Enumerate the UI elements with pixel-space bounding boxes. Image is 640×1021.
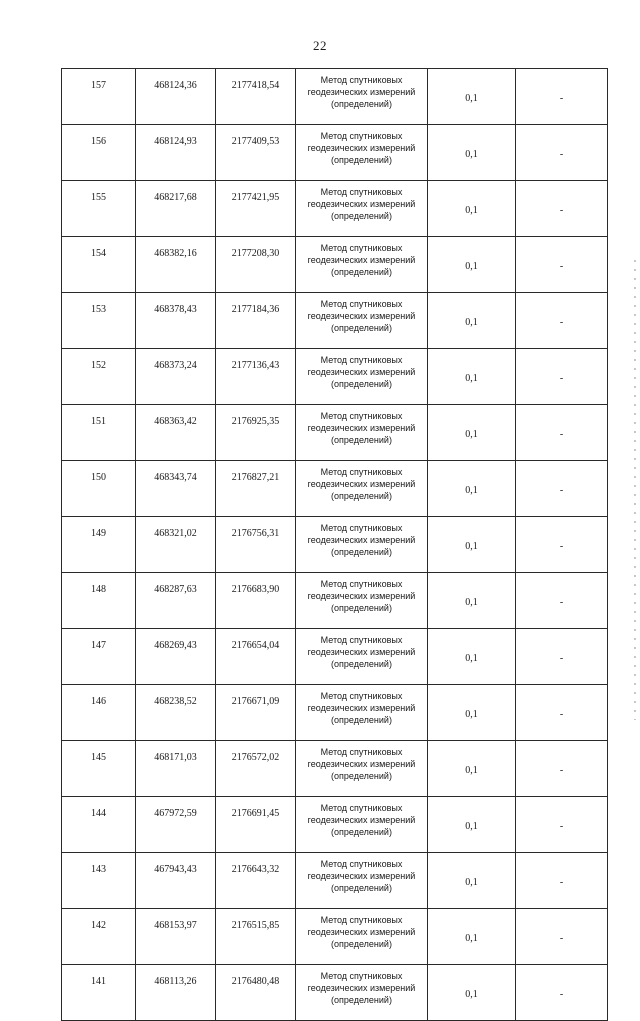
coordinate-y-cell: 2176480,48 [216, 965, 296, 1021]
table-row [62, 629, 608, 685]
method-line: (определений) [331, 491, 392, 501]
method-line: (определений) [331, 659, 392, 669]
method-cell [296, 685, 428, 741]
table-row [62, 349, 608, 405]
method-line: (определений) [331, 435, 392, 445]
coordinate-y-cell: 2177184,36 [216, 293, 296, 349]
method-line: геодезических измерений [307, 87, 416, 97]
method-line: Метод спутниковых [320, 187, 403, 197]
method-line: (определений) [331, 155, 392, 165]
accuracy-cell: 0,1 [428, 405, 516, 461]
accuracy-cell: 0,1 [428, 741, 516, 797]
coordinate-x-cell: 468378,43 [136, 293, 216, 349]
method-line: геодезических измерений [307, 703, 416, 713]
method-cell [296, 853, 428, 909]
point-number-cell: 142 [62, 909, 136, 965]
method-cell [296, 293, 428, 349]
coordinate-x-cell: 468124,93 [136, 125, 216, 181]
description-cell: - [516, 853, 608, 909]
point-number-cell: 145 [62, 741, 136, 797]
method-line: Метод спутниковых [320, 355, 403, 365]
coordinate-x-cell: 468373,24 [136, 349, 216, 405]
method-cell [296, 461, 428, 517]
coordinates-table [61, 68, 608, 1021]
point-number-cell: 146 [62, 685, 136, 741]
method-line: геодезических измерений [307, 199, 416, 209]
accuracy-cell: 0,1 [428, 685, 516, 741]
table-row [62, 797, 608, 853]
method-line: (определений) [331, 267, 392, 277]
coordinate-x-cell: 468238,52 [136, 685, 216, 741]
method-line: (определений) [331, 939, 392, 949]
method-line: Метод спутниковых [320, 747, 403, 757]
coordinate-y-cell: 2176643,32 [216, 853, 296, 909]
table-row [62, 853, 608, 909]
accuracy-cell: 0,1 [428, 237, 516, 293]
description-cell: - [516, 965, 608, 1021]
method-line: (определений) [331, 883, 392, 893]
method-cell [296, 965, 428, 1021]
method-line: Метод спутниковых [320, 131, 403, 141]
point-number-cell: 149 [62, 517, 136, 573]
coordinate-x-cell: 468382,16 [136, 237, 216, 293]
coordinate-x-cell: 468171,03 [136, 741, 216, 797]
method-line: геодезических измерений [307, 815, 416, 825]
page-number: 22 [313, 38, 327, 53]
coordinate-x-cell: 468363,42 [136, 405, 216, 461]
description-cell: - [516, 909, 608, 965]
accuracy-cell: 0,1 [428, 461, 516, 517]
method-line: геодезических измерений [307, 143, 416, 153]
method-line: (определений) [331, 211, 392, 221]
method-cell [296, 629, 428, 685]
method-line: геодезических измерений [307, 591, 416, 601]
point-number-cell: 148 [62, 573, 136, 629]
method-line: геодезических измерений [307, 479, 416, 489]
coordinate-y-cell: 2177421,95 [216, 181, 296, 237]
coordinate-x-cell: 468321,02 [136, 517, 216, 573]
coordinate-x-cell: 468269,43 [136, 629, 216, 685]
coordinate-x-cell: 468124,36 [136, 69, 216, 125]
method-line: геодезических измерений [307, 927, 416, 937]
method-line: геодезических измерений [307, 367, 416, 377]
description-cell: - [516, 629, 608, 685]
accuracy-cell: 0,1 [428, 517, 516, 573]
accuracy-cell: 0,1 [428, 965, 516, 1021]
table-row [62, 461, 608, 517]
method-cell [296, 237, 428, 293]
method-line: (определений) [331, 547, 392, 557]
method-cell [296, 349, 428, 405]
table-row [62, 405, 608, 461]
description-cell: - [516, 685, 608, 741]
table-row [62, 909, 608, 965]
coordinate-y-cell: 2176515,85 [216, 909, 296, 965]
coordinate-y-cell: 2176827,21 [216, 461, 296, 517]
method-line: Метод спутниковых [320, 971, 403, 981]
table-row [62, 741, 608, 797]
method-line: геодезических измерений [307, 255, 416, 265]
coordinate-y-cell: 2176925,35 [216, 405, 296, 461]
table-row [62, 181, 608, 237]
point-number-cell: 152 [62, 349, 136, 405]
description-cell: - [516, 293, 608, 349]
coordinate-x-cell: 468287,63 [136, 573, 216, 629]
coordinates-table-body [62, 69, 608, 1021]
accuracy-cell: 0,1 [428, 293, 516, 349]
method-cell [296, 573, 428, 629]
coordinate-y-cell: 2176683,90 [216, 573, 296, 629]
coordinate-y-cell: 2176671,09 [216, 685, 296, 741]
method-line: (определений) [331, 715, 392, 725]
accuracy-cell: 0,1 [428, 853, 516, 909]
method-line: геодезических измерений [307, 311, 416, 321]
point-number-cell: 157 [62, 69, 136, 125]
coordinate-y-cell: 2176691,45 [216, 797, 296, 853]
description-cell: - [516, 573, 608, 629]
description-cell: - [516, 461, 608, 517]
table-row [62, 125, 608, 181]
method-line: геодезических измерений [307, 983, 416, 993]
method-line: Метод спутниковых [320, 635, 403, 645]
method-line: Метод спутниковых [320, 691, 403, 701]
accuracy-cell: 0,1 [428, 797, 516, 853]
method-line: Метод спутниковых [320, 411, 403, 421]
description-cell: - [516, 181, 608, 237]
method-line: (определений) [331, 827, 392, 837]
method-line: геодезических измерений [307, 423, 416, 433]
method-line: Метод спутниковых [320, 467, 403, 477]
method-line: Метод спутниковых [320, 579, 403, 589]
table-row [62, 965, 608, 1021]
method-line: (определений) [331, 771, 392, 781]
method-cell [296, 69, 428, 125]
method-cell [296, 741, 428, 797]
method-line: геодезических измерений [307, 759, 416, 769]
method-cell [296, 909, 428, 965]
table-row [62, 685, 608, 741]
method-line: Метод спутниковых [320, 915, 403, 925]
coordinate-x-cell: 467943,43 [136, 853, 216, 909]
method-cell [296, 405, 428, 461]
description-cell: - [516, 349, 608, 405]
description-cell: - [516, 237, 608, 293]
method-line: геодезических измерений [307, 647, 416, 657]
point-number-cell: 154 [62, 237, 136, 293]
accuracy-cell: 0,1 [428, 69, 516, 125]
accuracy-cell: 0,1 [428, 181, 516, 237]
coordinate-y-cell: 2177136,43 [216, 349, 296, 405]
method-line: (определений) [331, 323, 392, 333]
method-line: (определений) [331, 379, 392, 389]
coordinate-x-cell: 468153,97 [136, 909, 216, 965]
method-line: Метод спутниковых [320, 299, 403, 309]
table-row [62, 293, 608, 349]
table-row [62, 237, 608, 293]
table-row [62, 517, 608, 573]
coordinate-x-cell: 468343,74 [136, 461, 216, 517]
description-cell: - [516, 405, 608, 461]
method-line: (определений) [331, 995, 392, 1005]
coordinate-y-cell: 2176756,31 [216, 517, 296, 573]
point-number-cell: 150 [62, 461, 136, 517]
point-number-cell: 144 [62, 797, 136, 853]
method-cell [296, 797, 428, 853]
accuracy-cell: 0,1 [428, 125, 516, 181]
coordinate-x-cell: 468113,26 [136, 965, 216, 1021]
method-line: Метод спутниковых [320, 859, 403, 869]
method-line: Метод спутниковых [320, 803, 403, 813]
coordinate-y-cell: 2177208,30 [216, 237, 296, 293]
description-cell: - [516, 69, 608, 125]
method-line: геодезических измерений [307, 871, 416, 881]
method-cell [296, 125, 428, 181]
point-number-cell: 151 [62, 405, 136, 461]
description-cell: - [516, 125, 608, 181]
method-line: Метод спутниковых [320, 75, 403, 85]
coordinate-y-cell: 2176654,04 [216, 629, 296, 685]
accuracy-cell: 0,1 [428, 573, 516, 629]
accuracy-cell: 0,1 [428, 629, 516, 685]
accuracy-cell: 0,1 [428, 909, 516, 965]
point-number-cell: 155 [62, 181, 136, 237]
description-cell: - [516, 517, 608, 573]
table-row [62, 69, 608, 125]
method-line: (определений) [331, 99, 392, 109]
point-number-cell: 147 [62, 629, 136, 685]
method-line: Метод спутниковых [320, 523, 403, 533]
method-cell [296, 181, 428, 237]
scan-edge-marks [634, 260, 636, 720]
table-row [62, 573, 608, 629]
coordinate-y-cell: 2176572,02 [216, 741, 296, 797]
coordinate-y-cell: 2177409,53 [216, 125, 296, 181]
accuracy-cell: 0,1 [428, 349, 516, 405]
method-line: Метод спутниковых [320, 243, 403, 253]
coordinate-y-cell: 2177418,54 [216, 69, 296, 125]
method-line: геодезических измерений [307, 535, 416, 545]
coordinate-x-cell: 468217,68 [136, 181, 216, 237]
method-cell [296, 517, 428, 573]
method-line: (определений) [331, 603, 392, 613]
description-cell: - [516, 741, 608, 797]
point-number-cell: 156 [62, 125, 136, 181]
coordinate-x-cell: 467972,59 [136, 797, 216, 853]
point-number-cell: 143 [62, 853, 136, 909]
description-cell: - [516, 797, 608, 853]
point-number-cell: 141 [62, 965, 136, 1021]
point-number-cell: 153 [62, 293, 136, 349]
